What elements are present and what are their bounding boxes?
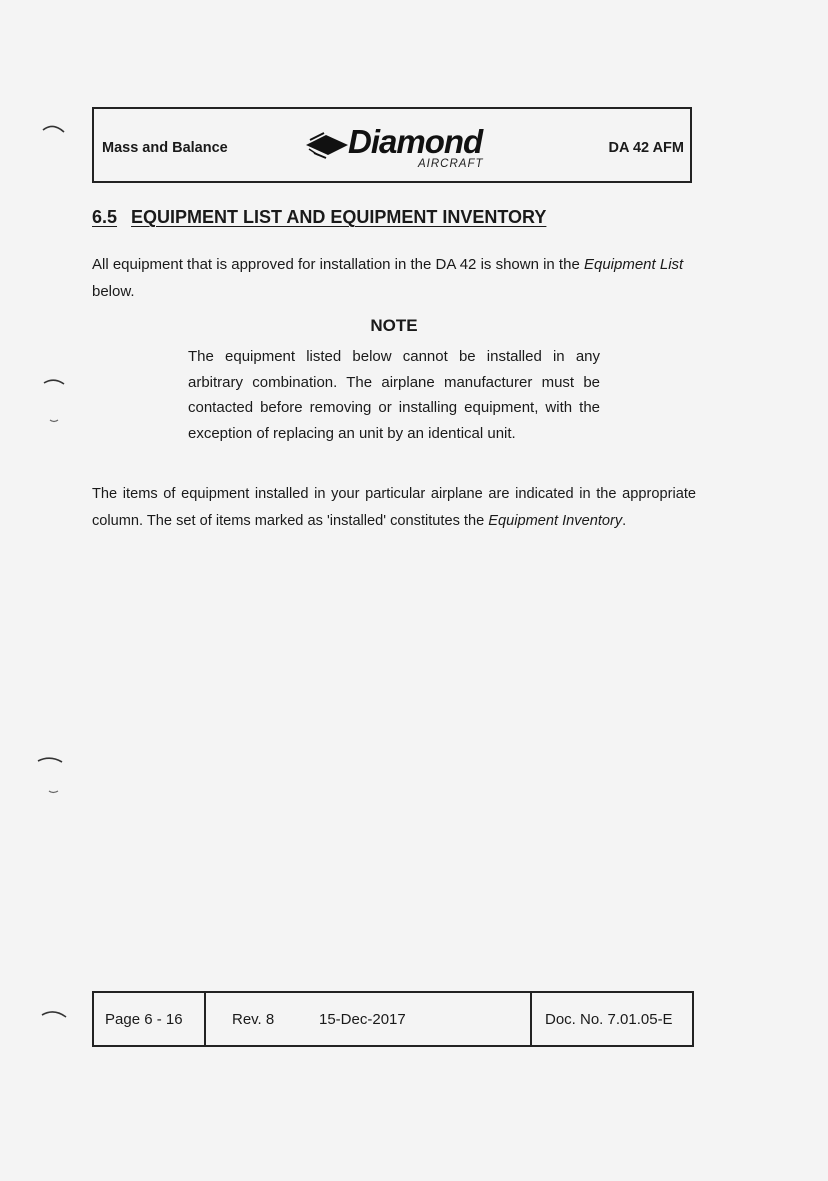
diamond-wings-icon	[304, 131, 350, 159]
section-heading	[92, 207, 546, 228]
footer-date: 15-Dec-2017	[319, 1011, 406, 1028]
closing-italic: Equipment Inventory	[488, 513, 623, 529]
footer-revision: Rev. 8	[232, 1011, 275, 1028]
closing-paragraph	[92, 481, 696, 535]
closing-tail: .	[622, 513, 627, 529]
scan-artifacts	[0, 0, 80, 1181]
page-footer	[92, 991, 694, 1047]
intro-text: All equipment that is approved for installation in the DA 42 is shown in the	[92, 256, 580, 273]
page-header	[92, 107, 692, 183]
logo-subtext: AIRCRAFT	[418, 158, 484, 170]
section-number: 6.5	[92, 207, 118, 227]
footer-doc-no: Doc. No. 7.01.05-E	[545, 1011, 673, 1028]
intro-tail: below.	[92, 283, 135, 300]
closing-text: The items of equipment installed in your particular airplane are indicated in the appropriate column. The set of items marked as 'installed' constitutes the	[92, 486, 696, 529]
footer-page: Page 6 - 16	[105, 1011, 183, 1028]
note-body: The equipment listed below cannot be installed in any arbitrary combination. The airplane manufacturer must be contacted before removing or installing equipment, with the exception of replacing an unit by an identical unit.	[188, 348, 600, 442]
footer-doc-cell	[530, 993, 694, 1045]
intro-paragraph	[92, 251, 696, 305]
header-section: Mass and Balance	[102, 140, 228, 156]
logo-text: Diamond	[348, 123, 483, 160]
intro-italic: Equipment List	[583, 256, 684, 273]
note-title: NOTE	[370, 316, 418, 335]
diamond-logo	[304, 121, 504, 181]
header-doc: DA 42 AFM	[608, 140, 684, 156]
section-title: EQUIPMENT LIST AND EQUIPMENT INVENTORY	[131, 207, 547, 227]
footer-page-cell	[94, 993, 206, 1045]
